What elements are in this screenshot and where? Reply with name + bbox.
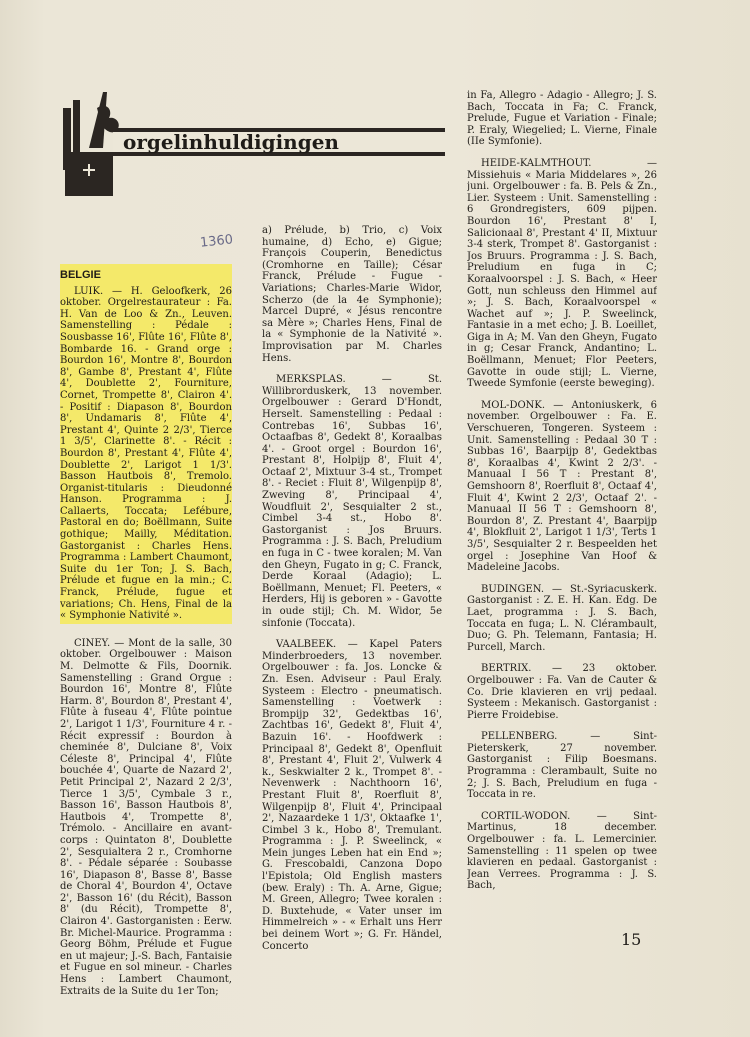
header-banner <box>55 88 445 198</box>
highlighted-entry-luik <box>60 264 232 624</box>
entry-mol-donk: MOL-DONK. — Antoniuskerk, 6 november. Orgelbouwer : Fa. E. Verschueren, Tongeren. Systeem : Unit. Samenstelling : Pedaal 30 T : Subbas 16', Baarpijp 8', Gedektbas 8', Koraalbas 4', Kwint 2 2/3'. - Manuaal I 56 T : Prestant 8', Gemshoorn 8', Roerfluit 8', Octaaf 4', Fluit 4', Kwint 2 2/3', Octaaf 2'. - Manuaal II 56 T : Gemshoorn 8', Bourdon 8', Z. Prestant 4', Baarpijp 4', Blokfluit 2', Larigot 1 1/3', Terts 1 3/5', Sesquialter 2 r. Bespeelden het orgel : Josephine Van Hoof & Madeleine Jacobs. <box>467 399 657 574</box>
entry-merksplas: MERKSPLAS. — St. Willibrorduskerk, 13 november. Orgelbouwer : Gerard D'Hondt, Herselt. Samenstelling : Pedaal : Contrebas 16', Subbas 16', Octaafbas 8', Gedekt 8', Koraalbas 4'. - Groot orgel : Bourdon 16', Prestant 8', Holpijp 8', Fluit 4', Octaaf 2', Mixtuur 3-4 st., Trompet 8'. - Reciet : Fluit 8', Wilgenpijp 8', Zweving 8', Principaal 4', Woudfluit 2', Sesquialter 2 st., Cimbel 3-4 st., Hobo 8'. Gastorganist : Jos Bruurs. Programma : J. S. Bach, Preludium en fuga in C - twee koralen; M. Van den Gheyn, Fugato in g; C. Franck, Derde Koraal (Adagio); L. Boëllmann, Menuet; Fl. Peeters, « Herders, Hij is geboren » - Gavotte in oude stijl; Ch. M. Widor, 5e sinfonie (Toccata). <box>262 374 442 629</box>
organ-emblem-icon <box>55 88 445 198</box>
entry-budingen: BUDINGEN. — St.-Syriacuskerk. Gastorganist : Z. E. H. Kan. Edg. De Laet, programma : J. S. Bach, Toccata en fuga; L. N. Clérambault, Duo; G. Ph. Telemann, Fantasia; H. Purcell, March. <box>467 583 657 653</box>
entry-bertrix: BERTRIX. — 23 oktober. Orgelbouwer : Fa. Van de Cauter & Co. Drie klavieren en vrij pedaal. Systeem : Mekanisch. Gastorganist : Pierre Froidebise. <box>467 663 657 721</box>
entry-heide-kalmthout: HEIDE-KALMTHOUT. — Missiehuis « Maria Middelares », 26 juni. Orgelbouwer : fa. B. Pels & Zn., Lier. Systeem : Unit. Samenstelling : 6 Grondregisters, 609 pijpen. Bourdon 16', Prestant 8' I, Salicionaal 8', Prestant 4' II, Mixtuur 3-4 sterk, Trompet 8'. Gastorganist : Jos Bruurs. Programma : J. S. Bach, Preludium en fuga in C; Koraalvoorspel : J. S. Bach, « Heer Gott, nun schleuss den Himmel auf »; J. S. Bach, Koraalvoorspel « Wachet auf »; J. P. Sweelinck, Fantasie in a met echo; J. B. Loeillet, Giga in A; M. Van den Gheyn, Fugato in g; Cesar Franck, Andantino; L. Boëllmann, Menuet; Flor Peeters, Gavotte in oude stijl; L. Vierne, Tweede Symfonie (eerste beweging). <box>467 157 657 390</box>
entry-pellenberg: PELLENBERG. — Sint-Pieterskerk, 27 november. Gastorganist : Filip Boesmans. Programma : Clerambault, Suite no 2; J. S. Bach, Preludium en fuga - Toccata in re. <box>467 731 657 801</box>
column-2 <box>262 225 442 1025</box>
entry-continuation: a) Prélude, b) Trio, c) Voix humaine, d) Echo, e) Gigue; François Couperin, Benedictus (Cromhorne en Taille); César Franck, Prélude - Fugue - Variations; Charles-Marie Widor, Scherzo (de la 4e Symphonie); Marcel Dupré, « Jésus rencontre sa Mère »; Charles Hens, Final de la « Symphonie de la Nativité ». Improvisation par M. Charles Hens. <box>262 225 442 364</box>
column-3 <box>467 90 657 970</box>
entry-luik: LUIK. — H. Geloofkerk, 26 oktober. Orgelrestaurateur : Fa. H. Van de Loo & Zn., Leuven. Samenstelling : Pédale : Sousbasse 16', Flûte 16', Flûte 8', Bombarde 16. - Grand orge : Bourdon 16', Montre 8', Bourdon 8', Gambe 8', Prestant 4', Flûte 4', Doublette 2', Fourniture, Cornet, Trompette 8', Clairon 4'. - Positif : Diapason 8', Bourdon 8', Undamaris 8', Flûte 4', Prestant 4', Quinte 2 2/3', Tierce 1 3/5', Clarinette 8'. - Récit : Bourdon 8', Prestant 4', Flûte 4', Doublette 2', Larigot 1 1/3'. Basson Hautbois 8', Tremolo. Organist-titularis : Dieudonné Hanson. Programma : J. Callaerts, Toccata; Lefébure, Pastoral en do; Boëllmann, Suite gothique; Mailly, Méditation. Gastorganist : Charles Hens. Programma : Lambert Chaumont, Suite du 1er Ton; J. S. Bach, Prélude et fugue en la min.; C. Franck, Prélude, fugue et variations; Ch. Hens, Final de la « Symphonie Nativité ». <box>60 285 232 622</box>
entry-cortil-wodon: CORTIL-WODON. — Sint-Martinus, 18 december. Orgelbouwer : fa. L. Lemercinier. Samenstelling : 11 spelen op twee klavieren en pedaal. Gastorganist : Jean Verrees. Programma : J. S. Bach, <box>467 810 657 892</box>
section-heading: BELGIE <box>60 269 101 281</box>
page-number: 15 <box>621 930 642 949</box>
column-1 <box>60 252 232 1012</box>
entry-continuation: in Fa, Allegro - Adagio - Allegro; J. S. Bach, Toccata in Fa; C. Franck, Prelude, Fugue et Variation - Finale; P. Eraly, Wiegelied; L. Vierne, Finale (IIe Symfonie). <box>467 90 657 148</box>
handwritten-note: 1360 <box>199 232 234 251</box>
entry-ciney: CINEY. — Mont de la salle, 30 oktober. Orgelbouwer : Maison M. Delmotte & Fils, Doornik. Samenstelling : Grand Orgue : Bourdon 16', Montre 8', Flûte Harm. 8', Bourdon 8', Prestant 4', Flûte à fuseau 4', Flûte pointue 2', Larigot 1 1/3', Fourniture 4 r. - Récit expressif : Bourdon à cheminée 8', Dulciane 8', Voix Céleste 8', Principal 4', Flûte bouchée 4', Quarte de Nazard 2', Petit Principal 2', Nazard 2 2/3', Tierce 1 3/5', Cymbale 3 r., Basson 16', Basson Hautbois 8', Hautbois 4', Trompette 8', Trémolo. - Ancillaire en avant-corps : Quintaton 8', Doublette 2', Sesquialtera 2 r., Cromhorne 8'. - Pédale séparée : Soubasse 16', Diapason 8', Basse 8', Basse de Choral 4', Bourdon 4', Octave 2', Basson 16' (du Récit), Basson 8' (du Récit), Trompette 8', Clairon 4'. Gastorganisten : Eerw. Br. Michel-Maurice. Programma : Georg Böhm, Prélude et Fugue en ut majeur; J.-S. Bach, Fantaisie et Fugue en sol mineur. - Charles Hens : Lambert Chaumont, Extraits de la Suite du 1er Ton; <box>60 637 232 997</box>
entry-vaalbeek: VAALBEEK. — Kapel Paters Minderbroeders, 13 november. Orgelbouwer : fa. Jos. Loncke & Zn. Esen. Adviseur : Paul Eraly. Systeem : Electro - pneumatisch. Samenstelling : Voetwerk : Brompijp 32', Gedektbas 16', Zachtbas 16', Gedekt 8', Fluit 4', Bazuin 16'. - Hoofdwerk : Principaal 8', Gedekt 8', Openfluit 8', Prestant 4', Fluit 2', Vulwerk 4 k., Seskwialter 2 k., Trompet 8'. - Nevenwerk : Nachthoorn 16', Prestant Fluit 8', Roerfluit 8', Wilgenpijp 8', Fluit 4', Principaal 2', Nazaardeke 1 1/3', Oktaafke 1', Cimbel 3 k., Hobo 8', Tremulant. Programma : J. P. Sweelinck, « Mein junges Leben hat ein End »; G. Frescobaldi, Canzona Dopo l'Epistola; Old English masters (bew. Eraly) : Th. A. Arne, Gigue; M. Green, Allegro; Twee koralen : D. Buxtehude, « Vater unser im Himmelreich » - « Erhalt uns Herr bei deinem Wort »; G. Fr. Händel, Concerto <box>262 639 442 952</box>
header-title: orgelinhuldigingen <box>123 130 339 154</box>
